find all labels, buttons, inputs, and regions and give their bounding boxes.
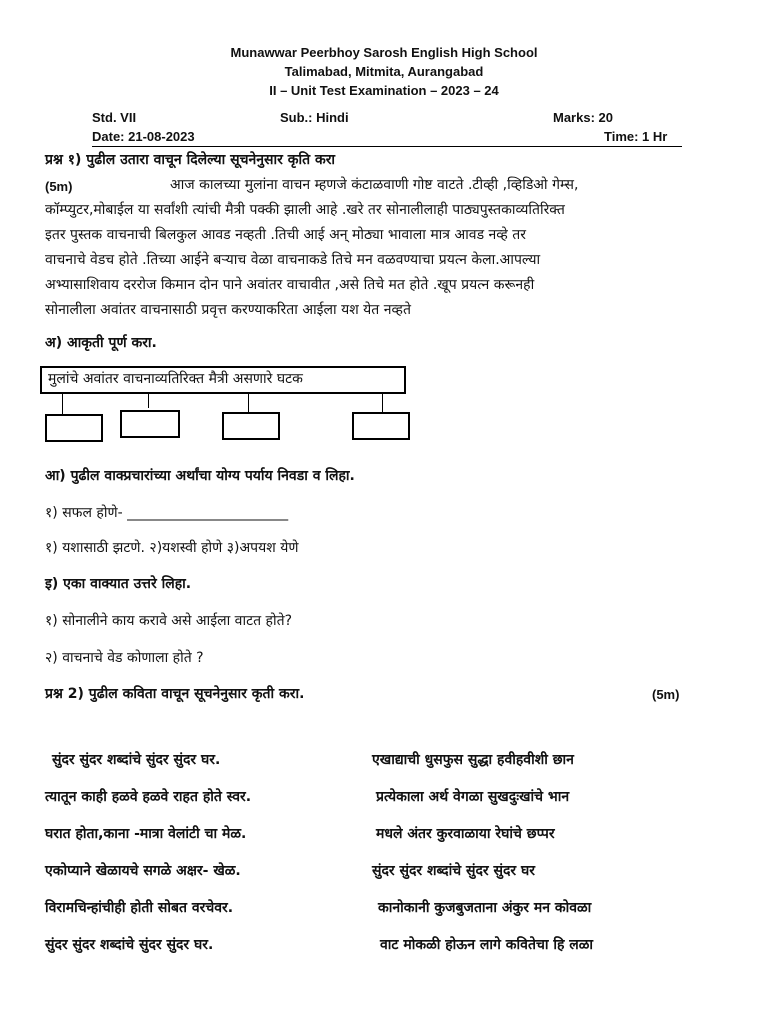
concept-map-connector [382,394,383,412]
concept-map-answer-box[interactable] [352,412,410,440]
concept-map-connector [248,394,249,412]
passage-line: वाचनाचे वेडच होते .तिच्या आईने बऱ्याच वेळा वाचनाकडे तिचे मन वळवण्याचा प्रयत्न केला.आपल्या [45,252,541,268]
concept-map-connector [148,394,149,408]
exam-time: Time: 1 Hr [604,129,668,144]
poem-line-left: सुंदर सुंदर शब्दांचे सुंदर सुंदर घर. [52,752,221,768]
school-address: Talimabad, Mitmita, Aurangabad [284,64,484,79]
poem-line-right: मधले अंतर कुरवाळाया रेघांचे छप्पर [376,826,555,842]
phrase-item: १) सफल होणे- _______________________ [45,505,289,521]
standard: Std. VII [92,110,137,125]
poem-line-right: सुंदर सुंदर शब्दांचे सुंदर सुंदर घर [372,863,535,879]
question-2-marks: (5m) [652,687,680,702]
passage-line: कॉम्प्युटर,मोबाईल या सर्वांशी त्यांची मैत्री पक्की झाली आहे .खरे तर सोनालीलाही पाठ्यपुस्तकाव्यतिरिक्त [45,202,565,218]
question-1-marks: (5m) [45,179,73,194]
passage [45,173,715,323]
header-rule [92,146,682,147]
poem-line-left: त्यातून काही हळवे हळवे राहत होते स्वर. [45,789,252,805]
exam-date: Date: 21-08-2023 [92,129,195,144]
one-line-question-2: २) वाचनाचे वेड कोणाला होते ? [45,650,204,666]
passage-line: अभ्यासाशिवाय दररोज किमान दोन पाने अवांतर वाचावीत ,असे तिचे मत होते .खूप प्रयत्न करूनही [45,277,535,293]
part-a-title: अ) आकृती पूर्ण करा. [45,335,157,351]
concept-map-main-box: मुलांचे अवांतर वाचनाव्यतिरिक्त मैत्री असणारे घटक [40,366,406,394]
phrase-options: १) यशासाठी झटणे. २)यशस्वी होणे ३)अपयश येणे [45,540,299,556]
question-2-title: प्रश्न 2) पुढील कविता वाचून सूचनेनुसार कृती करा. [45,686,305,702]
poem-line-left: घरात होता,काना -मात्रा वेलांटी चा मेळ. [45,826,247,842]
passage-line: आज कालच्या मुलांना वाचन म्हणजे कंटाळवाणी गोष्ट वाटते .टीव्ही ,व्हिडिओ गेम्स, [170,177,579,193]
poem-line-left: एकोप्याने खेळायचे सगळे अक्षर- खेळ. [45,863,241,879]
question-1-title: प्रश्न १) पुढील उतारा वाचून दिलेल्या सूचनेनुसार कृति करा [45,152,336,168]
one-line-question-1: १) सोनालीने काय करावे असे आईला वाटत होते? [45,613,293,629]
school-name: Munawwar Peerbhoy Sarosh English High School [230,45,538,60]
poem-line-right: एखाद्याची धुसफुस सुद्धा हवीहवीशी छान [372,752,574,768]
concept-map-answer-box[interactable] [120,410,180,438]
poem-line-left: विरामचिन्हांचीही होती सोबत वरचेवर. [45,900,234,916]
part-aa-title: आ) पुढील वाक्प्रचारांच्या अर्थांचा योग्य पर्याय निवडा व लिहा. [45,468,355,484]
poem-line-right: वाट मोकळी होऊन लागे कवितेचा हि लळा [380,937,594,953]
concept-map-answer-box[interactable] [45,414,103,442]
subject: Sub.: Hindi [280,110,349,125]
marks: Marks: 20 [553,110,613,125]
passage-line: सोनालीला अवांतर वाचनासाठी प्रवृत्त करण्याकरिता आईला यश येत नव्हते [45,302,411,318]
poem-line-right: प्रत्येकाला अर्थ वेगळा सुखदुःखांचे भान [376,789,570,805]
exam-title: II – Unit Test Examination – 2023 – 24 [269,83,499,98]
part-e-title: इ) एका वाक्यात उत्तरे लिहा. [45,576,192,592]
concept-map-connector [62,394,63,414]
poem-line-left: सुंदर सुंदर शब्दांचे सुंदर सुंदर घर. [45,937,214,953]
passage-line: इतर पुस्तक वाचनाची बिलकुल आवड नव्हती .तिची आई अन् मोठ्या भावाला मात्र आवड नव्हे तर [45,227,526,243]
poem-line-right: कानोकानी कुजबुजताना अंकुर मन कोवळा [378,900,592,916]
concept-map-answer-box[interactable] [222,412,280,440]
